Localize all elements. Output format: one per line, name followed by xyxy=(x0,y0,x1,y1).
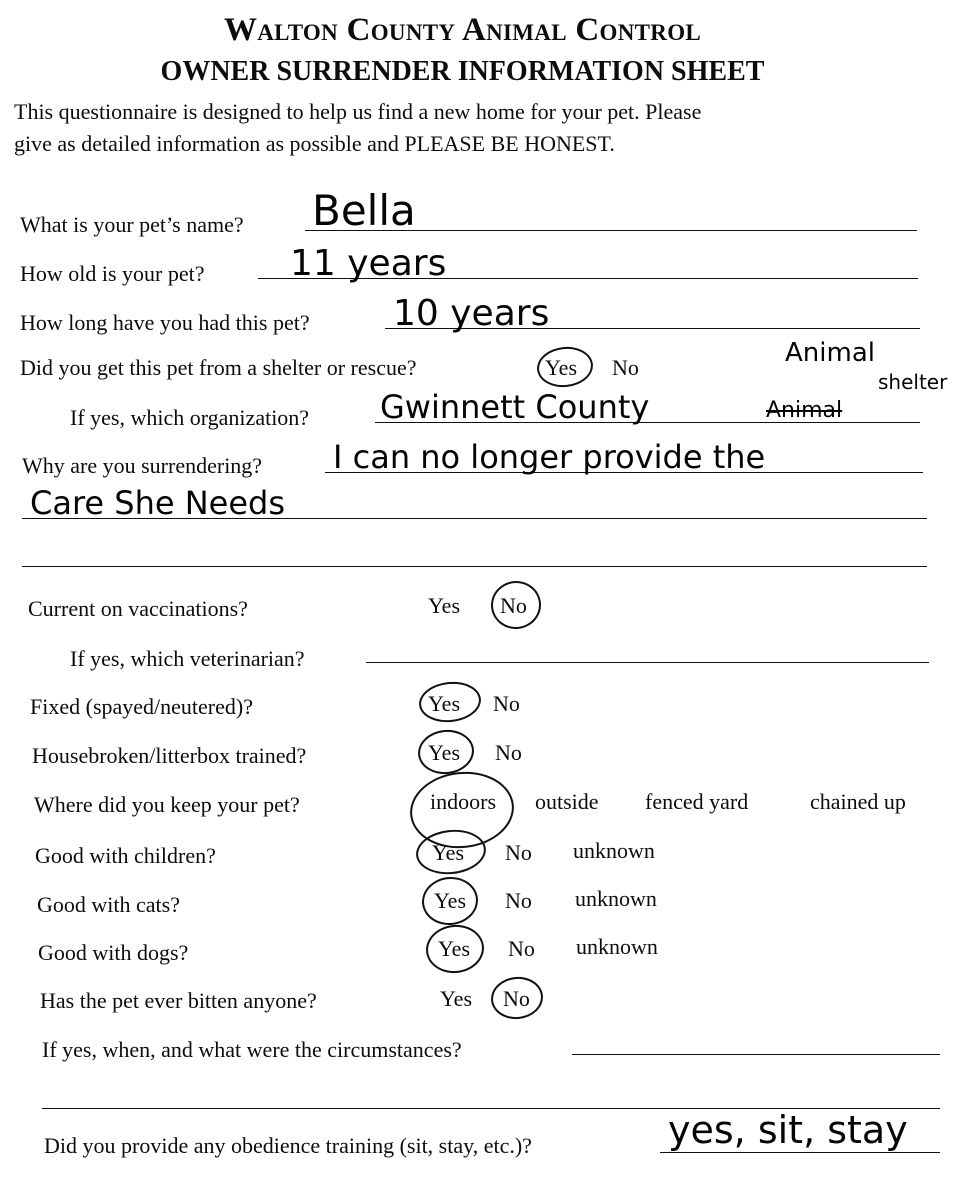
kept-option-chained-up[interactable]: chained up xyxy=(810,789,906,814)
cats-option-yes[interactable]: Yes xyxy=(434,888,467,913)
form-title: Walton County Animal Control xyxy=(223,12,702,48)
kept-label: Where did you keep your pet? xyxy=(34,792,300,817)
vaccinations-label: Current on vaccinations? xyxy=(28,596,248,621)
cats-label: Good with cats? xyxy=(37,892,180,917)
intro-text xyxy=(14,96,914,160)
obedience-line xyxy=(660,1152,940,1153)
surrender-answer-line-1[interactable]: I can no longer provide the xyxy=(333,438,766,476)
dogs-option-no[interactable]: No xyxy=(508,936,535,961)
children-option-unknown[interactable]: unknown xyxy=(573,838,655,863)
shelter-option-yes[interactable]: Yes xyxy=(545,355,578,380)
bitten-option-yes[interactable]: Yes xyxy=(440,986,473,1011)
children-label: Good with children? xyxy=(35,843,216,868)
bitten-label: Has the pet ever bitten anyone? xyxy=(40,988,317,1013)
pet-age-answer[interactable]: 11 years xyxy=(290,243,447,284)
veterinarian-label: If yes, which veterinarian? xyxy=(70,646,305,671)
pet-age-label: How old is your pet? xyxy=(20,261,205,286)
time-owned-label: How long have you had this pet? xyxy=(20,310,310,335)
fixed-option-yes[interactable]: Yes xyxy=(428,691,461,716)
cats-option-unknown[interactable]: unknown xyxy=(575,886,657,911)
veterinarian-line[interactable] xyxy=(366,662,929,663)
organization-label: If yes, which organization? xyxy=(70,405,310,430)
form-subtitle: OWNER SURRENDER INFORMATION SHEET xyxy=(160,56,765,87)
vaccinations-option-no[interactable]: No xyxy=(500,593,527,618)
kept-option-outside[interactable]: outside xyxy=(535,789,599,814)
circumstances-label: If yes, when, and what were the circumstances? xyxy=(42,1037,462,1062)
dogs-label: Good with dogs? xyxy=(38,940,189,965)
children-option-no[interactable]: No xyxy=(505,840,532,865)
housebroken-option-no[interactable]: No xyxy=(495,740,522,765)
circumstances-line-1[interactable] xyxy=(572,1054,940,1055)
vaccinations-option-yes[interactable]: Yes xyxy=(428,593,461,618)
pet-name-label: What is your pet’s name? xyxy=(20,212,244,237)
housebroken-yes-circle xyxy=(416,727,476,777)
time-owned-answer[interactable]: 10 years xyxy=(393,293,550,334)
shelter-option-no[interactable]: No xyxy=(612,355,639,380)
fixed-yes-circle xyxy=(417,679,483,725)
organization-answer[interactable]: Gwinnett County xyxy=(380,388,650,426)
obedience-answer[interactable]: yes, sit, stay xyxy=(668,1108,908,1152)
dogs-option-unknown[interactable]: unknown xyxy=(576,934,658,959)
organization-struck-text: Animal xyxy=(766,398,843,423)
intro-line-2: give as detailed information as possible and PLEASE BE HONEST. xyxy=(14,131,615,156)
bitten-option-no[interactable]: No xyxy=(503,986,530,1011)
pet-name-answer[interactable]: Bella xyxy=(312,186,416,235)
organization-answer-above-2: shelter xyxy=(878,370,948,394)
housebroken-option-yes[interactable]: Yes xyxy=(428,740,461,765)
fixed-label: Fixed (spayed/neutered)? xyxy=(30,694,253,719)
surrender-answer-line-2[interactable]: Care She Needs xyxy=(30,484,286,522)
kept-option-indoors[interactable]: indoors xyxy=(430,789,496,814)
fixed-option-no[interactable]: No xyxy=(493,691,520,716)
children-option-yes[interactable]: Yes xyxy=(432,840,465,865)
dogs-yes-circle xyxy=(424,922,487,976)
kept-option-fenced-yard[interactable]: fenced yard xyxy=(645,789,749,814)
vaccinations-no-circle xyxy=(489,579,544,632)
cats-option-no[interactable]: No xyxy=(505,888,532,913)
surrender-line-3 xyxy=(22,566,927,567)
obedience-label: Did you provide any obedience training (sit, stay, etc.)? xyxy=(44,1133,532,1158)
organization-answer-above: Animal xyxy=(785,338,875,368)
housebroken-label: Housebroken/litterbox trained? xyxy=(32,743,307,768)
dogs-option-yes[interactable]: Yes xyxy=(438,936,471,961)
shelter-label: Did you get this pet from a shelter or rescue? xyxy=(20,355,417,380)
surrender-label: Why are you surrendering? xyxy=(22,453,263,478)
intro-line-1: This questionnaire is designed to help us find a new home for your pet. Please xyxy=(14,99,702,124)
bitten-no-circle xyxy=(489,974,545,1021)
shelter-yes-circle xyxy=(535,344,595,390)
cats-yes-circle xyxy=(420,874,481,928)
